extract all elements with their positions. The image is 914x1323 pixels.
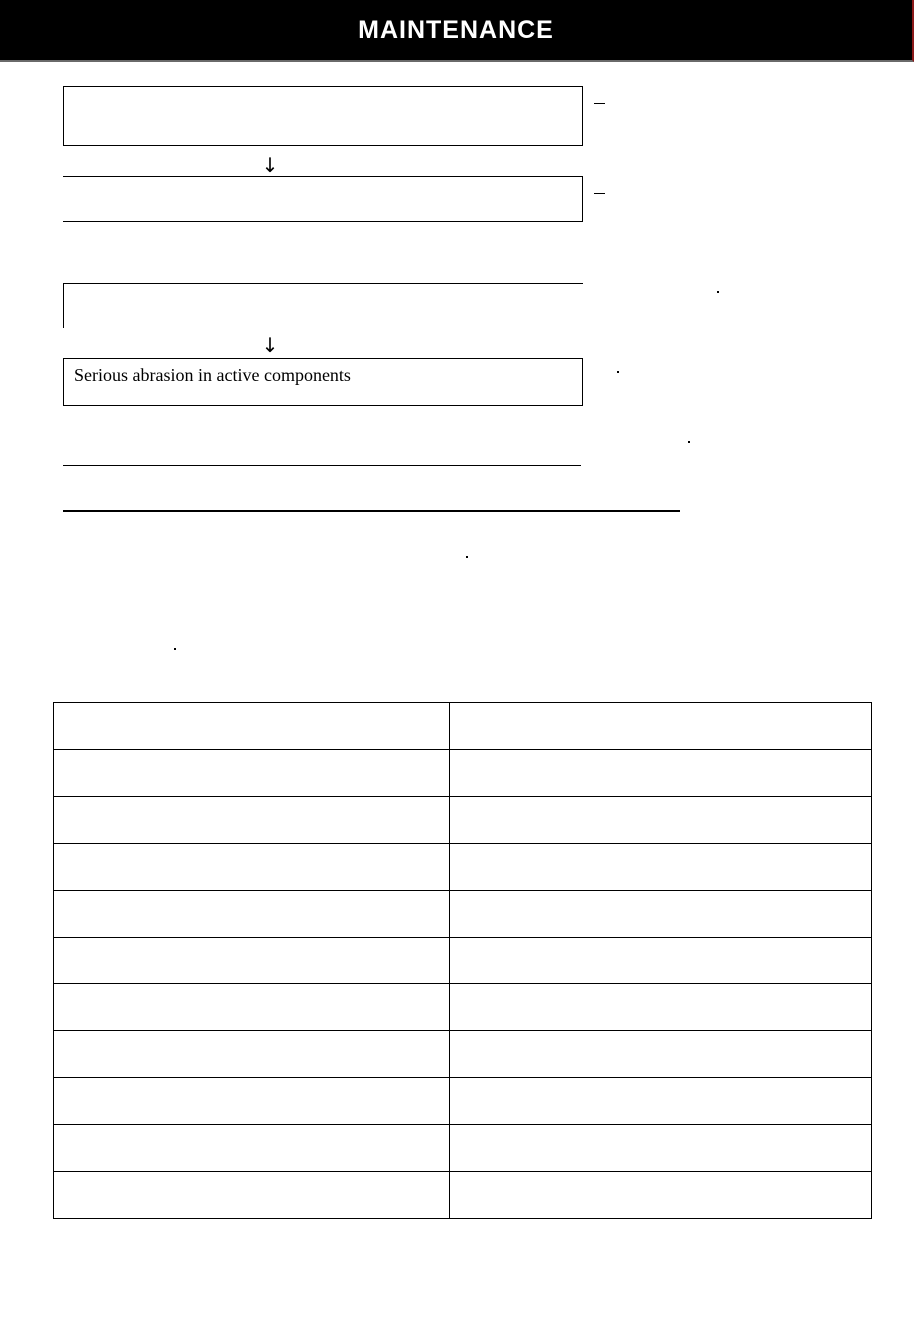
box-label: Serious abrasion in active components [74, 365, 351, 385]
table-cell-right [450, 749, 872, 796]
table-cell-left [54, 703, 450, 750]
flow-box-1 [63, 86, 583, 146]
table-cell-left [54, 843, 450, 890]
table-cell-right [450, 890, 872, 937]
speck [617, 371, 619, 373]
table-cell-right [450, 796, 872, 843]
speck [717, 291, 719, 293]
table-cell-left [54, 1031, 450, 1078]
speck [466, 556, 468, 558]
table-cell-right [450, 1031, 872, 1078]
table-cell-right [450, 843, 872, 890]
divider [63, 283, 583, 284]
divider [63, 283, 64, 328]
flow-box-serious-abrasion [63, 358, 583, 406]
table-row [54, 796, 872, 843]
table-cell-left [54, 984, 450, 1031]
header-bar [0, 0, 914, 62]
table-cell-right [450, 984, 872, 1031]
table-row [54, 937, 872, 984]
data-table [53, 702, 872, 1219]
divider [63, 465, 581, 466]
table-row [54, 984, 872, 1031]
table-cell-right [450, 1172, 872, 1219]
dash-marker [594, 103, 605, 104]
table-cell-right [450, 937, 872, 984]
table-row [54, 843, 872, 890]
down-arrow-icon: ↓ [261, 153, 279, 177]
page-title: MAINTENANCE [358, 15, 554, 44]
table-row [54, 749, 872, 796]
speck [174, 648, 176, 650]
dash-marker [594, 193, 605, 194]
table-row [54, 703, 872, 750]
table-row [54, 1031, 872, 1078]
divider [63, 510, 680, 512]
table-cell-left [54, 796, 450, 843]
table-row [54, 1125, 872, 1172]
flow-box-2 [63, 176, 583, 222]
table-cell-right [450, 703, 872, 750]
table-cell-left [54, 890, 450, 937]
table-row [54, 1172, 872, 1219]
table-row [54, 890, 872, 937]
table-cell-left [54, 749, 450, 796]
table-cell-left [54, 1172, 450, 1219]
table-cell-left [54, 1125, 450, 1172]
table-row [54, 1078, 872, 1125]
table-cell-right [450, 1078, 872, 1125]
table-cell-left [54, 1078, 450, 1125]
table-cell-right [450, 1125, 872, 1172]
table-cell-left [54, 937, 450, 984]
speck [688, 441, 690, 443]
down-arrow-icon: ↓ [261, 333, 279, 357]
